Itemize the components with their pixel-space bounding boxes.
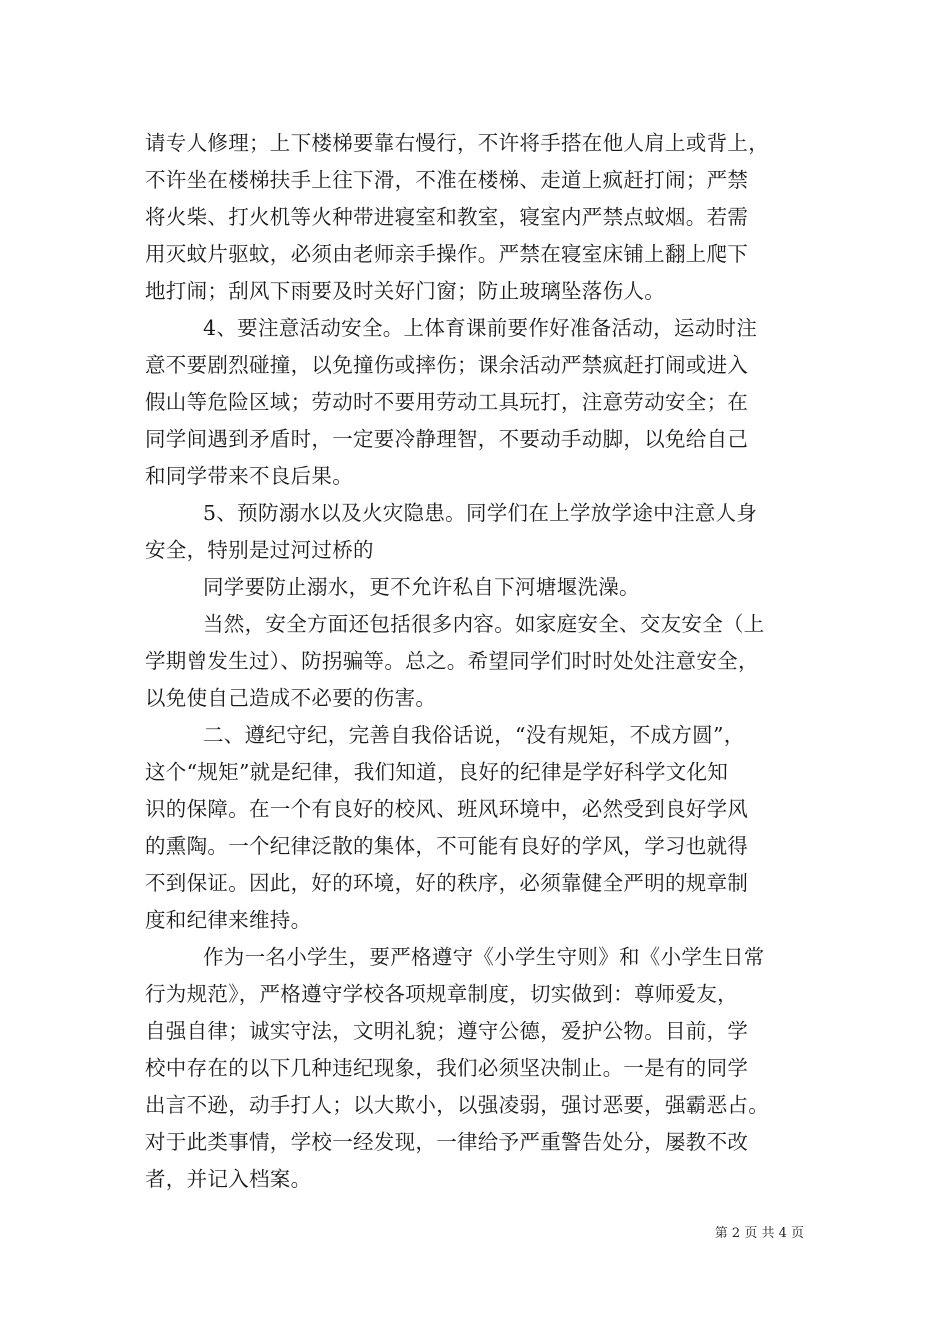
text-line: 作为一名小学生，要严格遵守《小学生守则》和《小学生日常 [203,945,765,969]
text-line: 不许坐在楼梯扶手上往下滑，不准在楼梯、走道上疯赶打闹；严禁 [145,168,749,192]
text-line: 度和纪律来维持。 [145,908,312,932]
text-line: 出言不逊，动手打人；以大欺小，以强凌弱，强讨恶要，强霸恶占。 [145,1093,769,1117]
document-body [145,125,810,1198]
text-line: 的熏陶。一个纪律泛散的集体，不可能有良好的学风，学习也就得 [145,834,749,858]
text-line: 二、遵纪守纪，完善自我俗话说，“没有规矩，不成方圆”， [203,723,745,747]
text-line: 当然，安全方面还包括很多内容。如家庭安全、交友安全（上 [203,612,765,636]
text-line: 请专人修理；上下楼梯要靠右慢行，不许将手搭在他人肩上或背上， [145,131,769,155]
text-line: 校中存在的以下几种违纪现象，我们必须坚决制止。一是有的同学 [145,1056,749,1080]
text-line: 4、要注意活动安全。上体育课前要作好准备活动，运动时注 [203,316,758,340]
text-line: 对于此类事情，学校一经发现，一律给予严重警告处分，屡教不改 [145,1130,749,1154]
text-line: 行为规范》，严格遵守学校各项规章制度，切实做到：尊师爱友， [145,982,738,1006]
text-line: 同学要防止溺水，更不允许私自下河塘堰洗澡。 [203,575,640,599]
page-number-footer: 第 2 页 共 4 页 [714,1226,804,1241]
text-line: 这个“规矩”就是纪律，我们知道，良好的纪律是学好科学文化知 [145,760,729,784]
text-line: 将火柴、打火机等火种带进寝室和教室，寝室内严禁点蚊烟。若需 [145,205,749,229]
text-line: 识的保障。在一个有良好的校风、班风环境中，必然受到良好学风 [145,797,749,821]
text-line: 假山等危险区域；劳动时不要用劳动工具玩打，注意劳动安全；在 [145,390,749,414]
text-line: 学期曾发生过）、防拐骗等。总之。希望同学们时时处处注意安全， [145,649,759,673]
text-line: 自强自律；诚实守法，文明礼貌；遵守公德，爱护公物。目前，学 [145,1019,749,1043]
text-line: 不到保证。因此，好的环境，好的秩序，必须靠健全严明的规章制 [145,871,749,895]
text-line: 安全，特别是过河过桥的 [145,538,374,562]
text-line: 意不要剧烈碰撞，以免撞伤或摔伤；课余活动严禁疯赶打闹或进入 [145,353,749,377]
text-line: 和同学带来不良后果。 [145,464,353,488]
text-line: 以免使自己造成不必要的伤害。 [145,686,437,710]
text-line: 地打闹；刮风下雨要及时关好门窗；防止玻璃坠落伤人。 [145,279,665,303]
text-line: 用灭蚊片驱蚊，必须由老师亲手操作。严禁在寝室床铺上翻上爬下 [145,242,749,266]
text-line: 5、预防溺水以及火灾隐患。同学们在上学放学途中注意人身 [203,501,758,525]
text-line: 者，并记入档案。 [145,1167,312,1191]
text-line: 同学间遇到矛盾时，一定要冷静理智，不要动手动脚，以免给自己 [145,427,749,451]
